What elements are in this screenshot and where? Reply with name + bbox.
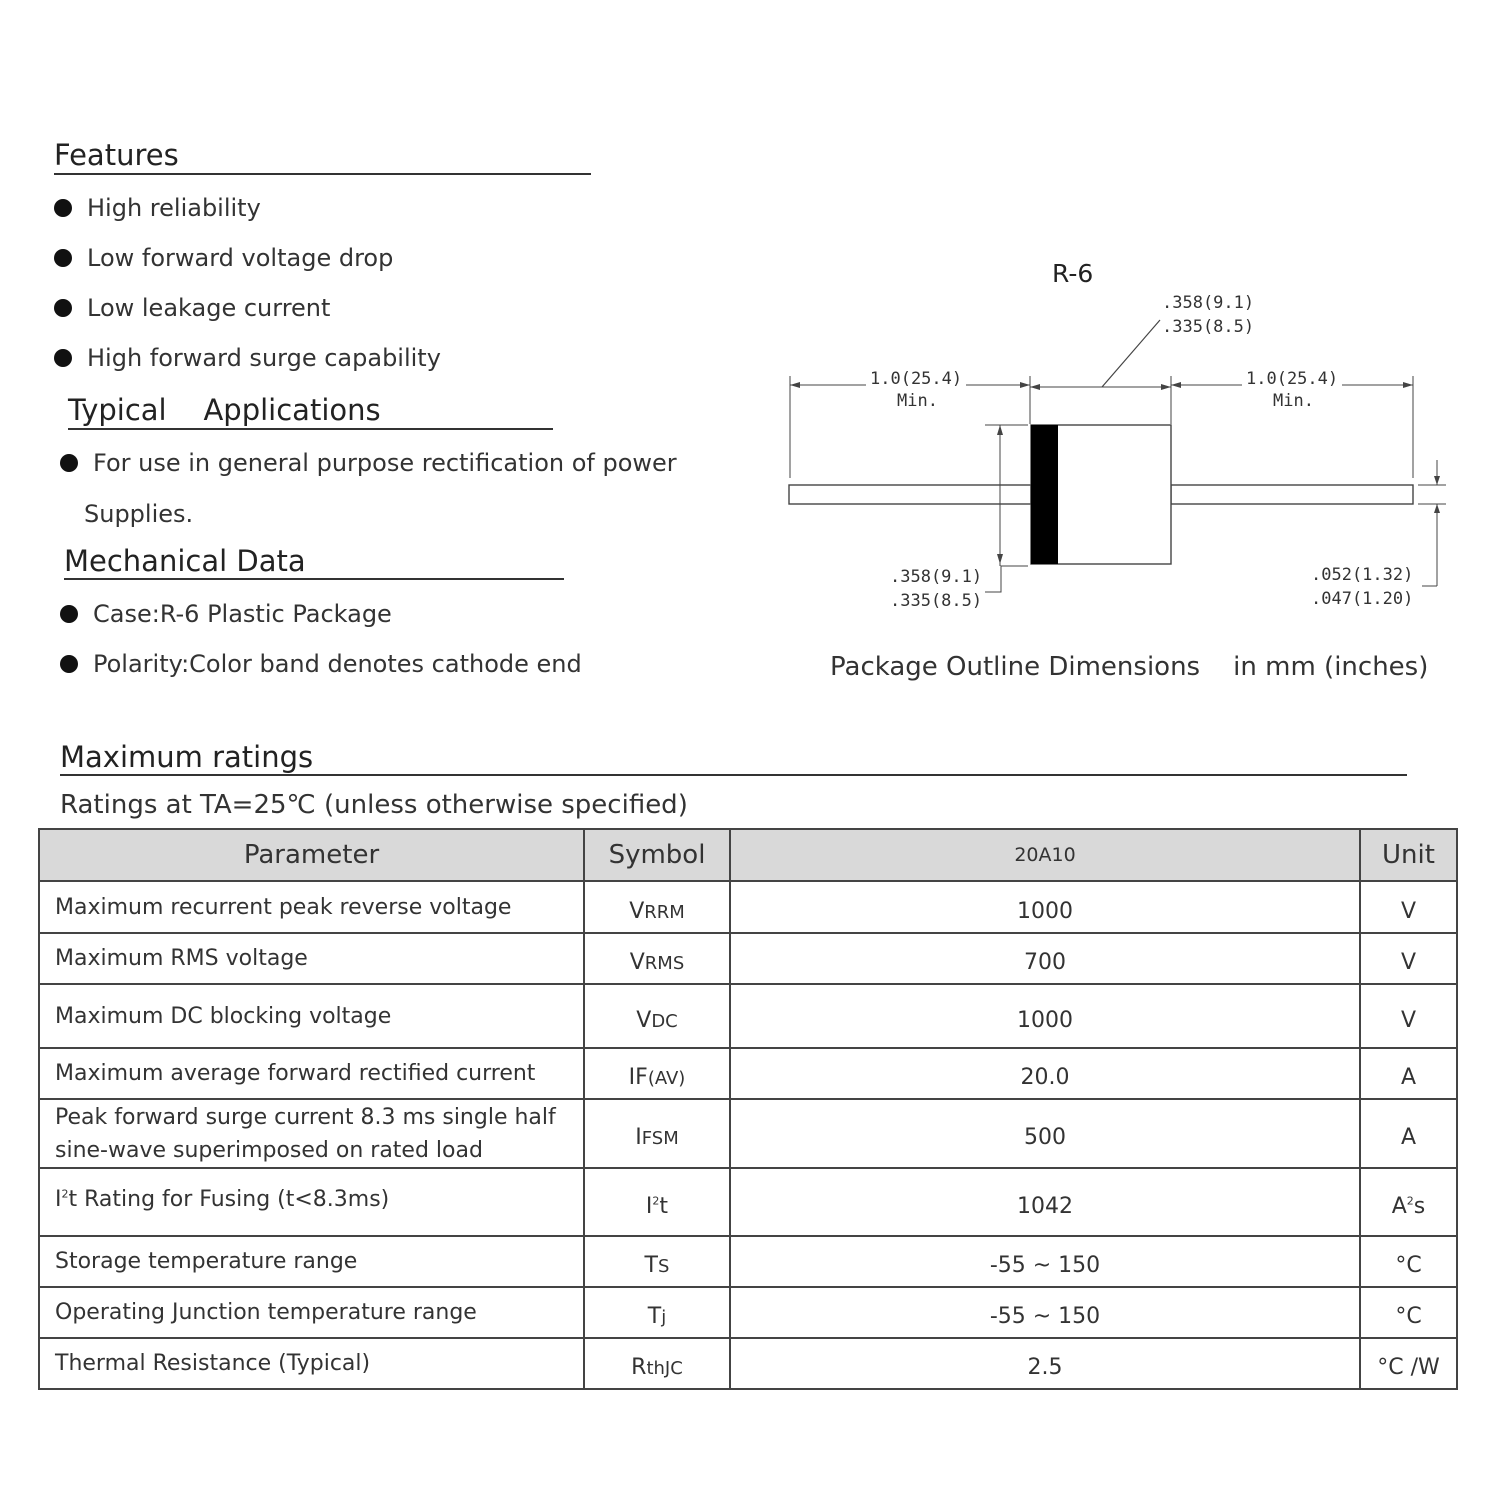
symbol-subscript: j (661, 1307, 667, 1328)
symbol-subscript: FSM (641, 1128, 679, 1149)
mechanical-title: Mechanical Data (64, 544, 306, 578)
symbol-cell (584, 1338, 730, 1389)
parameter-cell: Maximum RMS voltage (39, 933, 584, 984)
bullet-icon (60, 454, 78, 472)
header-unit: Unit (1360, 829, 1457, 881)
applications-rule (68, 428, 553, 430)
feature-item (54, 338, 441, 378)
value-cell: 700 (730, 933, 1360, 984)
feature-text: Low forward voltage drop (87, 244, 394, 272)
body-len-max-label: .358(9.1) (890, 567, 983, 587)
value-cell: 1000 (730, 881, 1360, 933)
symbol-subscript: RRM (644, 901, 685, 923)
feature-item (54, 188, 261, 228)
arrow-icon (1020, 382, 1030, 388)
symbol-main: IF (628, 1065, 648, 1090)
bullet-icon (54, 299, 72, 317)
parameter-cell: Maximum average forward rectified current (39, 1048, 584, 1099)
parameter-cell: Thermal Resistance (Typical) (39, 1338, 584, 1389)
symbol-main: R (631, 1355, 647, 1380)
symbol-main: I (635, 1125, 642, 1150)
arrow-icon (997, 554, 1003, 564)
parameter-cell: Maximum recurrent peak reverse voltage (39, 881, 584, 933)
table-row (39, 1099, 1457, 1168)
unit-cell: A (1360, 1099, 1457, 1168)
feature-item (54, 238, 393, 278)
parameter-prefix: I (55, 1187, 62, 1212)
symbol-subscript: S (658, 1256, 670, 1277)
application-item (60, 443, 677, 483)
symbol-subscript: RMS (644, 953, 685, 974)
feature-text: High forward surge capability (87, 344, 441, 372)
symbol-cell (584, 881, 730, 933)
table-row (39, 1287, 1457, 1338)
table-row (39, 1048, 1457, 1099)
unit-superscript: 2 (1406, 1194, 1414, 1208)
mechanical-text: Polarity:Color band denotes cathode end (93, 650, 582, 678)
value-cell: 2.5 (730, 1338, 1360, 1389)
unit-cell: °C /W (1360, 1338, 1457, 1389)
value-cell: 20.0 (730, 1048, 1360, 1099)
leader-line (985, 566, 1028, 592)
bullet-icon (54, 349, 72, 367)
mechanical-text: Case:R-6 Plastic Package (93, 600, 392, 628)
arrow-icon (1434, 504, 1440, 513)
symbol-subscript: thJC (646, 1358, 683, 1379)
feature-item (54, 288, 330, 328)
application-text: For use in general purpose rectification of power (93, 449, 677, 477)
table-row (39, 881, 1457, 933)
unit-cell: V (1360, 881, 1457, 933)
application-text-continued: Supplies. (84, 500, 194, 528)
symbol-main: T (644, 1253, 658, 1278)
parameter-superscript: 2 (61, 1187, 69, 1201)
body-dia-min-label: .335(8.5) (1162, 317, 1255, 337)
table-header-row (39, 829, 1457, 881)
package-name: R-6 (1052, 259, 1094, 288)
body-dia-max-label: .358(9.1) (1162, 293, 1255, 313)
right-lead (1171, 485, 1413, 504)
arrow-icon (1171, 382, 1181, 388)
parameter-cell: Operating Junction temperature range (39, 1287, 584, 1338)
bullet-icon (54, 249, 72, 267)
ratings-title: Maximum ratings (60, 740, 314, 774)
parameter-line: Peak forward surge current 8.3 ms single half (55, 1104, 556, 1130)
symbol-subscript: DC (651, 1010, 678, 1032)
unit-cell: A (1360, 1048, 1457, 1099)
right-lead-min-label: Min. (1273, 391, 1314, 411)
table-row (39, 984, 1457, 1048)
left-lead-min-label: Min. (897, 391, 938, 411)
package-outline-diagram (760, 250, 1480, 710)
symbol-suffix: t (659, 1193, 669, 1219)
symbol-cell (584, 933, 730, 984)
symbol-cell (584, 1048, 730, 1099)
symbol-cell (584, 1168, 730, 1236)
parameter-cell (39, 1168, 584, 1236)
table-row (39, 933, 1457, 984)
lead-dia-max-label: .052(1.32) (1311, 565, 1414, 585)
bullet-icon (60, 655, 78, 673)
left-lead (789, 485, 1031, 504)
value-cell: 500 (730, 1099, 1360, 1168)
value-cell: 1042 (730, 1168, 1360, 1236)
header-parameter: Parameter (39, 829, 584, 881)
unit-cell (1360, 1168, 1457, 1236)
symbol-main: V (629, 950, 645, 975)
body-dia-leader (1102, 320, 1160, 387)
mechanical-item (60, 644, 582, 684)
arrow-icon (790, 382, 800, 388)
symbol-subscript: (AV) (647, 1068, 686, 1089)
arrow-icon (1030, 384, 1040, 390)
arrow-icon (997, 425, 1003, 435)
value-cell: -55 ~ 150 (730, 1287, 1360, 1338)
symbol-main: I (645, 1193, 653, 1219)
symbol-cell (584, 1236, 730, 1287)
parameter-suffix: t Rating for Fusing (t<8.3ms) (68, 1187, 390, 1212)
unit-cell: V (1360, 933, 1457, 984)
parameter-cell: Storage temperature range (39, 1236, 584, 1287)
right-lead-length-label: 1.0(25.4) (1246, 369, 1339, 389)
unit-cell: °C (1360, 1236, 1457, 1287)
symbol-cell (584, 1099, 730, 1168)
feature-text: Low leakage current (87, 294, 331, 322)
unit-cell: °C (1360, 1287, 1457, 1338)
symbol-superscript: 2 (652, 1194, 660, 1208)
table-row (39, 1338, 1457, 1389)
bullet-icon (54, 199, 72, 217)
body-len-min-label: .335(8.5) (890, 591, 983, 611)
value-cell: -55 ~ 150 (730, 1236, 1360, 1287)
features-title: Features (54, 138, 179, 172)
arrow-icon (1434, 476, 1440, 485)
features-rule (54, 173, 591, 175)
arrow-icon (1161, 384, 1171, 390)
value-cell: 1000 (730, 984, 1360, 1048)
symbol-main: T (647, 1304, 662, 1329)
feature-text: High reliability (87, 194, 261, 222)
parameter-cell (39, 1099, 584, 1168)
table-row (39, 1168, 1457, 1236)
header-value: 20A10 (730, 829, 1360, 881)
ratings-rule (60, 774, 1407, 776)
symbol-main: V (629, 898, 645, 924)
mechanical-rule (64, 578, 564, 580)
unit-suffix: s (1413, 1193, 1426, 1219)
unit-main: A (1391, 1193, 1407, 1219)
unit-cell: V (1360, 984, 1457, 1048)
symbol-cell (584, 1287, 730, 1338)
cathode-band (1031, 425, 1058, 564)
applications-title: Typical Applications (68, 393, 381, 427)
left-lead-length-label: 1.0(25.4) (870, 369, 963, 389)
mechanical-item (60, 594, 392, 634)
arrow-icon (1403, 382, 1413, 388)
parameter-line: sine-wave superimposed on rated load (55, 1137, 483, 1163)
lead-dia-min-label: .047(1.20) (1311, 589, 1414, 609)
symbol-cell (584, 984, 730, 1048)
bullet-icon (60, 605, 78, 623)
symbol-main: V (636, 1007, 652, 1033)
ratings-table (38, 828, 1458, 1390)
package-caption: Package Outline Dimensions in mm (inches) (830, 652, 1429, 682)
ratings-subtitle: Ratings at TA=25℃ (unless otherwise specified) (60, 790, 688, 820)
header-symbol: Symbol (584, 829, 730, 881)
parameter-cell: Maximum DC blocking voltage (39, 984, 584, 1048)
table-row (39, 1236, 1457, 1287)
